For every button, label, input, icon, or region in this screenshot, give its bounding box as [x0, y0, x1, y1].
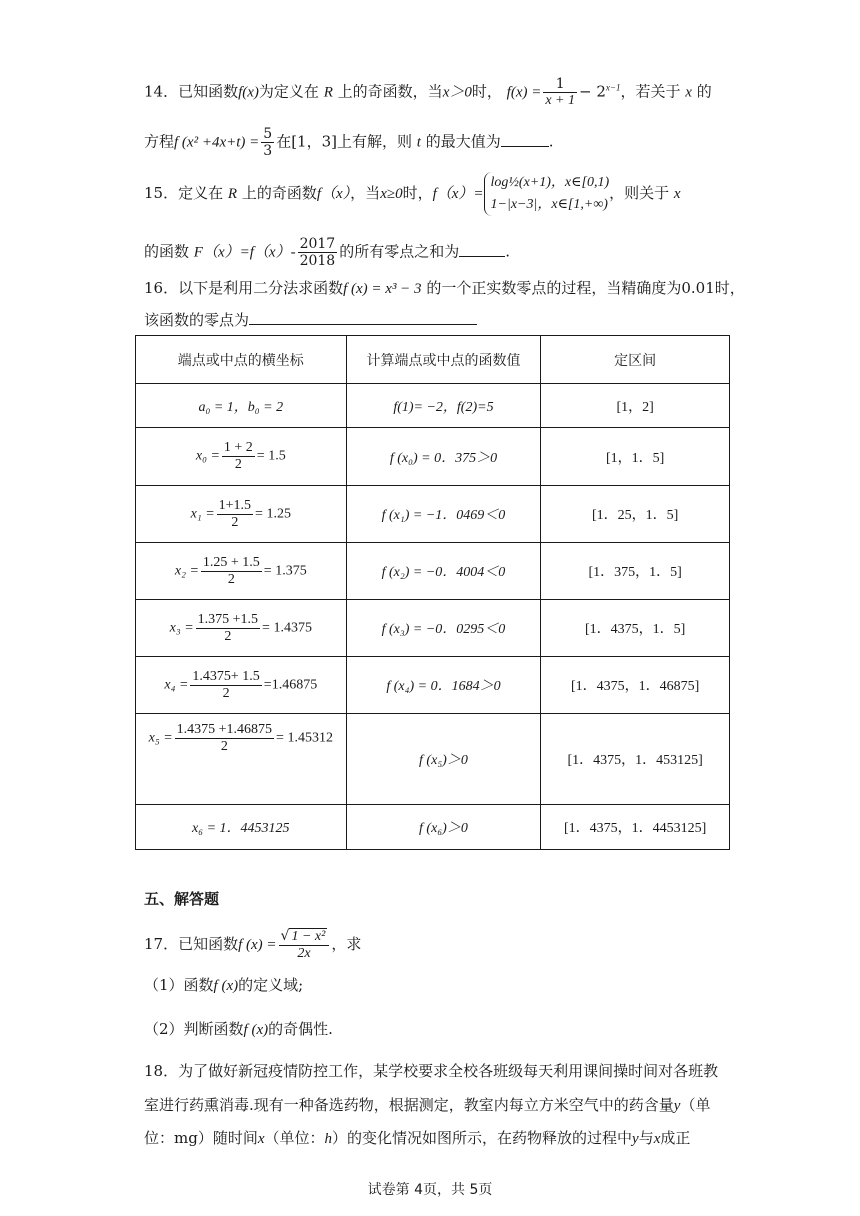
q15-line1 — [144, 172, 681, 216]
table-row — [136, 714, 730, 805]
table-cell-value: f (x₂) = −0．4004＜0 — [346, 543, 541, 600]
q14-r: R — [323, 84, 333, 101]
q14-line2: 方程f (x² +4x+t) = $\frac{5}{3}$ 在[1，3]上有解，则 t 的最大值为 . — [144, 126, 554, 159]
q14-fx: f(x) — [238, 84, 259, 101]
q14-x: x — [685, 84, 692, 101]
table-cell-interval: [1，2] — [541, 384, 730, 428]
q14-text: 的 — [696, 82, 712, 101]
table-cell-abscissa: x₂ = $\frac{1.25 + 1.5}{2}$ = 1.375 — [136, 543, 347, 600]
table-header-interval: 定区间 — [541, 336, 730, 384]
table-cell-value: f (x₃) = −0．0295＜0 — [346, 600, 541, 657]
q14-text: ，若关于 — [620, 82, 681, 101]
q14-exponent: x−1 — [605, 82, 621, 93]
table-row — [136, 805, 730, 850]
table-row — [136, 428, 730, 486]
table-cell-value: f (x₁) = −1．0469＜0 — [346, 486, 541, 543]
q16-function: f (x) = x³ − 3 — [343, 281, 422, 297]
q18-line3: 位：mg）随时间x（单位：h）的变化情况如图所示，在药物释放的过程中y与x成正 — [144, 1129, 691, 1147]
q15-text: 的函数 — [144, 242, 190, 261]
q15-answer-blank[interactable] — [459, 240, 505, 257]
q17-sub2: （2）判断函数f (x)的奇偶性. — [144, 1020, 333, 1038]
q15-x: x — [673, 186, 681, 202]
table-cell-value: f (x₆)＞0 — [346, 805, 541, 850]
q14-text: 的最大值为 — [425, 132, 501, 151]
table-header-abscissa: 端点或中点的横坐标 — [136, 336, 347, 384]
q14-text: 为定义在 — [258, 82, 319, 101]
q14-t: t — [416, 134, 421, 151]
table-cell-interval: [1．4375，1．4453125] — [541, 805, 730, 850]
q15-text: 时， — [402, 184, 433, 202]
q14-eq-tail: − 2 — [579, 82, 606, 101]
table-row — [136, 600, 730, 657]
q16-text: 时， — [714, 279, 745, 297]
q17-fx: f (x) — [213, 978, 239, 994]
q15-text: 的所有零点之和为 — [339, 242, 460, 261]
table-cell-interval: [1．4375，1．46875] — [541, 657, 730, 714]
table-cell-value: f(1)= −2，f(2)=5 — [346, 384, 541, 428]
table-row — [136, 486, 730, 543]
q16-answer-blank[interactable] — [249, 308, 477, 325]
table-cell-abscissa: a₀ = 1，b₀ = 2 — [136, 384, 347, 428]
q15-text: ，当 — [350, 184, 381, 202]
table-cell-value: f (x₄) = 0．1684＞0 — [346, 657, 541, 714]
page-footer: 试卷第 4页，共 5页 — [367, 1182, 493, 1198]
q14-text: 方程 — [144, 132, 175, 151]
q15-text: 15．定义在 — [144, 184, 224, 202]
q14-text: 上的奇函数，当 — [337, 82, 443, 101]
q16-text: 的一个正实数零点的过程，当精确度为 — [426, 279, 682, 297]
table-cell-interval: [1．4375，1．453125] — [541, 714, 730, 805]
table-row — [136, 543, 730, 600]
bisection-table — [135, 335, 730, 850]
q16-text: 该函数的零点为 — [144, 311, 250, 329]
section-title: 五、解答题 — [144, 890, 220, 908]
q14-fraction2: $\frac{5}{3}$ — [263, 126, 273, 159]
q15-function: F（x）=f（x）- — [193, 244, 296, 261]
table-header-row — [136, 336, 730, 384]
q15-text: 上的奇函数 — [241, 184, 317, 202]
q15-r: R — [227, 186, 238, 202]
table-cell-interval: [1．25，1．5] — [541, 486, 730, 543]
q17-sub1: （1）函数f (x)的定义域; — [144, 976, 304, 994]
q14-answer-blank[interactable] — [501, 130, 549, 147]
q18-line2: 室进行药熏消毒.现有一种备选药物，根据测定，教室内每立方米空气中的药含量y（单 — [144, 1096, 711, 1114]
q15-fraction: $\frac{2017}{2018}$ — [299, 236, 336, 269]
q16-text: 16．以下是利用二分法求函数 — [144, 279, 344, 297]
q14-text: 14．已知函数 — [144, 82, 239, 101]
q14-eq-lhs: f(x) = — [506, 84, 542, 101]
q16-line1 — [144, 277, 745, 300]
table-cell-interval: [1．4375，1．5] — [541, 600, 730, 657]
q15-line2: 的函数 F（x）=f（x）- $\frac{2017}{2018}$ 的所有零点之和为 . — [144, 236, 510, 269]
table-cell-abscissa: x₀ = $\frac{1 + 2}{2}$ = 1.5 — [136, 428, 347, 486]
table-cell-interval: [1．375，1．5] — [541, 543, 730, 600]
q17-text: ，求 — [331, 935, 362, 953]
table-row — [136, 657, 730, 714]
q15-text: ，则关于 — [609, 184, 670, 202]
q14-line1 — [144, 76, 712, 109]
table-cell-abscissa: x₄ = $\frac{1.4375+ 1.5}{2}$ =1.46875 — [136, 657, 347, 714]
q14-cond: x＞0 — [442, 84, 472, 101]
table-cell-abscissa: x₆ = 1．4453125 — [136, 805, 347, 850]
q17-fx: f (x) — [243, 1022, 269, 1038]
table-row — [136, 384, 730, 428]
q14-text: 在[1，3]上有解，则 — [276, 132, 412, 151]
table-cell-value: f (x₀) = 0．375＞0 — [346, 428, 541, 486]
q16-precision: 0.01 — [681, 279, 715, 297]
q17-line1 — [144, 928, 361, 962]
q15-cond: x≥0 — [380, 186, 403, 202]
q14-equation: f (x² +4x+t) = — [174, 134, 260, 151]
table-cell-abscissa: x₃ = $\frac{1.375 +1.5}{2}$ = 1.4375 — [136, 600, 347, 657]
q14-fraction: $\frac{1}{x + 1}$ — [545, 76, 576, 108]
table-cell-abscissa: x₅ = $\frac{1.4375 +1.46875}{2}$ = 1.45312 — [136, 714, 347, 805]
q15-piecewise: log½(x+1)，x∈[0,1) 1−|x−3|，x∈[1,+∞) — [484, 172, 610, 216]
q17-fraction: $\frac{\text{√ 1 − x²}}{2x}$ — [279, 928, 330, 962]
table-cell-interval: [1，1．5] — [541, 428, 730, 486]
q17-fx: f (x) = — [238, 937, 277, 953]
q14-text: 时， — [471, 82, 502, 101]
q15-fx2: f（x）= — [432, 186, 484, 202]
table-cell-value: f (x₅)＞0 — [346, 714, 541, 805]
q16-line2 — [144, 308, 477, 331]
q15-fx: f（x） — [316, 186, 351, 202]
q18-line1: 18．为了做好新冠疫情防控工作，某学校要求全校各班级每天利用课间操时间对各班教 — [144, 1062, 719, 1080]
table-cell-abscissa: x₁ = $\frac{1+1.5}{2}$ = 1.25 — [136, 486, 347, 543]
q17-text: 17．已知函数 — [144, 935, 239, 953]
table-header-value: 计算端点或中点的函数值 — [346, 336, 541, 384]
